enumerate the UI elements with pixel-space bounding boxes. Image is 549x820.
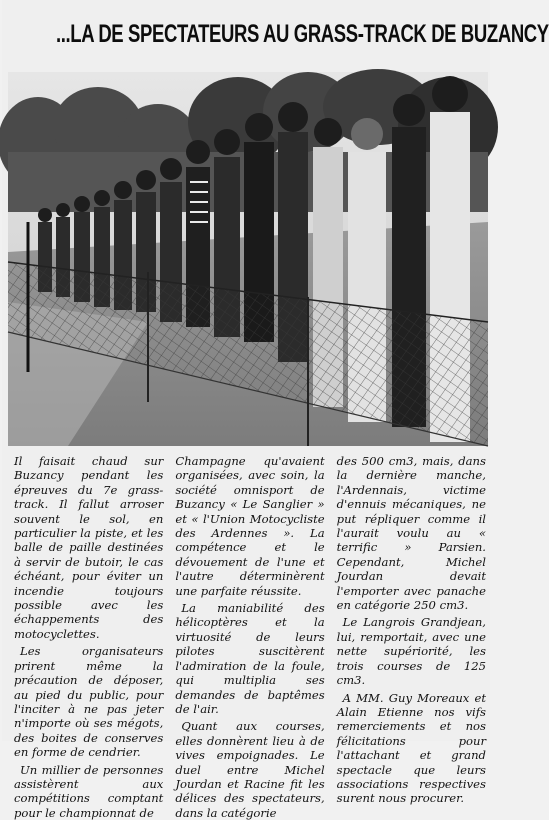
paragraph: Les organisateurs prirent même la précaution de déposer, au pied du public, pour l'inciter à ne pas jeter n'importe où ses mégots, des boites de conserves en forme de cendrier. (14, 644, 164, 760)
paragraph: La maniabilité des hélicoptères et la virtuosité de leurs pilotes suscitèrent l'admiration de la foule, qui multiplia ses demandes de baptêmes de l'air. (175, 601, 325, 716)
spectators-photo (8, 72, 488, 446)
newspaper-clipping (2, 0, 549, 820)
paragraph: Un millier de personnes assistèrent aux compétitions comptant pour le championnat de (14, 762, 164, 820)
paragraph: Le Langrois Grandjean, lui, remportait, avec une nette supériorité, les trois courses de 125 cm3. (336, 615, 486, 688)
article-column-2 (175, 454, 325, 820)
article-column-1 (14, 454, 164, 820)
headline-banner (10, 2, 549, 74)
photo-artwork (8, 72, 488, 446)
article-body (14, 454, 486, 820)
paragraph: A MM. Guy Moreaux et Alain Etienne nos vifs remerciements et nos félicitations pour l'attachant et grand spectacle que leurs associations respectives surent nous procurer. (336, 690, 486, 806)
headline: ...LA DE SPECTATEURS AU GRASS-TRACK DE BUZANCY (56, 20, 549, 48)
article-column-3 (336, 454, 486, 806)
paragraph: Quant aux courses, elles donnèrent lieu à de vives empoignades. Le duel entre Michel Jourdan et Racine fit les délices des spectateurs, dans la catégorie (175, 719, 325, 820)
paragraph: des 500 cm3, mais, dans la dernière manche, l'Ardennais, victime d'ennuis mécaniques, ne put répliquer comme il l'aurait voulu au « terrific » Parsien. Cependant, Michel Jourdan devait l'emporter avec panache en catégorie 250 cm3. (336, 454, 486, 613)
paragraph: Il faisait chaud sur Buzancy pendant les épreuves du 7e grass-track. Il fallut arroser souvent le sol, en particulier la piste, et les balle de paille destinées à servir de butoir, le cas échéant, pour éviter un incendie toujours possible avec les échappements des motocyclettes. (14, 454, 164, 641)
paragraph: Champagne qu'avaient organisées, avec soin, la société omnisport de Buzancy « Le Sanglier » et « l'Union Motocycliste des Ardennes ». La compétence et le dévouement de l'une et l'autre déterminèrent une parfaite réussite. (175, 454, 325, 598)
